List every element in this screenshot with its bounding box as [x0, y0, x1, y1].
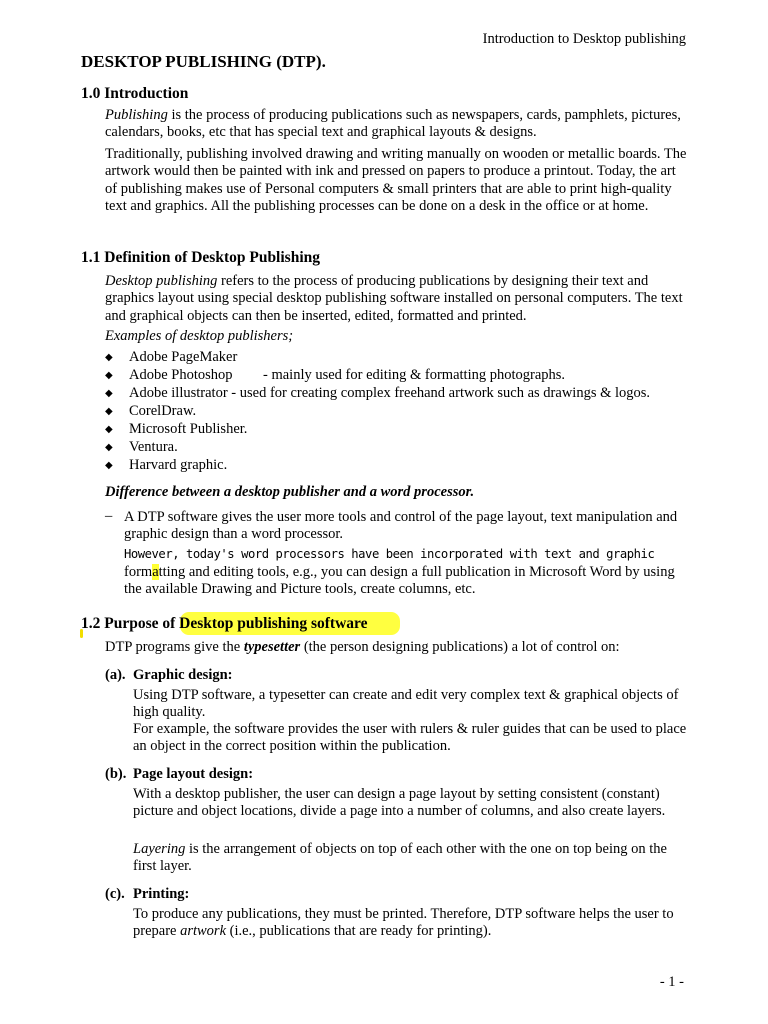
- intro-paragraph-1: [105, 107, 690, 142]
- list-item: [105, 366, 650, 384]
- examples-label-text: Examples of desktop publishers;: [105, 328, 294, 344]
- page-layout-text-2-rest: is the arrangement of objects on top of each other with the one on top being on the first layer.: [133, 841, 667, 875]
- purpose-intro-text: (the person designing publications) a lot of control on:: [300, 639, 620, 655]
- section-heading-prefix: 1.2 Purpose of: [81, 615, 180, 632]
- list-item: [105, 402, 650, 420]
- difference-heading: [105, 484, 474, 501]
- item-title-graphic-design: Graphic design:: [133, 667, 233, 683]
- list-item: [105, 384, 650, 402]
- text-highlight: a: [152, 564, 159, 580]
- graphic-design-text-1: Using DTP software, a typesetter can create and edit very complex text & graphical objects of high quality.: [133, 687, 679, 721]
- list-item: [105, 348, 650, 366]
- printing-text-part: (i.e., publications that are ready for printing).: [226, 923, 492, 940]
- page-layout-text-1: With a desktop publisher, the user can design a page layout by setting consistent (constant) picture and object locations, divide a page into a number of columns, and also create layers.: [133, 786, 666, 820]
- running-header: Introduction to Desktop publishing: [482, 31, 686, 47]
- printing-text-part: To produce any publications, they must be printed. Therefore, DTP software helps the user to prepare: [133, 906, 674, 940]
- section-heading-highlight: Desktop publishing software: [179, 615, 368, 632]
- list-item-text: Adobe illustrator - used for creating complex freehand artwork such as drawings & logos.: [129, 385, 651, 401]
- section-heading-purpose: [81, 615, 368, 633]
- difference-heading-text: Difference between a desktop publisher and a word processor.: [105, 484, 475, 500]
- item-title-page-layout: Page layout design:: [133, 766, 254, 782]
- list-item-text: Harvard graphic.: [129, 457, 228, 473]
- purpose-intro: [105, 639, 620, 656]
- difference-note-part: form: [124, 564, 153, 580]
- item-label-b: (b).: [105, 766, 127, 782]
- term-layering: Layering: [133, 841, 186, 857]
- diamond-bullet-icon: ◆: [105, 352, 113, 363]
- difference-note-mono: However, today's word processors have been incorporated with text and graphic: [124, 547, 655, 561]
- diamond-bullet-icon: ◆: [105, 370, 113, 381]
- definition-paragraph: [105, 273, 690, 325]
- diamond-bullet-icon: ◆: [105, 460, 113, 471]
- term-typesetter: typesetter: [243, 639, 301, 655]
- list-item-text: Adobe Photoshop: [129, 367, 233, 383]
- purpose-intro-text: DTP programs give the: [105, 639, 244, 655]
- diamond-bullet-icon: ◆: [105, 388, 113, 399]
- printing-text: [133, 906, 693, 941]
- item-label-a: (a).: [105, 667, 126, 683]
- intro-paragraph-1-text: is the process of producing publications such as newspapers, cards, pamphlets, pictures, calendars, books, etc that has special text and graphical layouts & designs.: [105, 107, 681, 141]
- diamond-bullet-icon: ◆: [105, 424, 113, 435]
- examples-list: [105, 348, 650, 474]
- section-heading-introduction: 1.0 Introduction: [81, 85, 189, 102]
- list-item: [105, 438, 650, 456]
- difference-point: A DTP software gives the user more tools and control of the page layout, text manipulation and graphic design than a word processor.: [124, 509, 678, 543]
- diamond-bullet-icon: ◆: [105, 406, 113, 417]
- page-number: - 1 -: [659, 974, 684, 990]
- difference-note-continued: [124, 564, 690, 599]
- list-item-text: Ventura.: [129, 439, 178, 455]
- list-item-note: - mainly used for editing & formatting photographs.: [263, 367, 566, 383]
- list-item: [105, 420, 650, 438]
- term-artwork: artwork: [180, 923, 227, 940]
- list-item-text: Adobe PageMaker: [129, 349, 238, 365]
- difference-note-part: tting and editing tools, e.g., you can design a full publication in Microsoft Word by using the available Drawing and Picture tools, create columns, etc.: [124, 564, 675, 598]
- diamond-bullet-icon: ◆: [105, 442, 113, 453]
- item-label-c: (c).: [105, 886, 125, 902]
- item-title-printing: Printing:: [133, 886, 190, 902]
- list-item-text: CorelDraw.: [129, 403, 197, 419]
- examples-label: [105, 328, 293, 345]
- term-publishing: Publishing: [105, 107, 168, 123]
- definition-paragraph-text: refers to the process of producing publications by designing their text and graphics layout using special desktop publishing software installed on personal computers. The text and graphical objects can then be inserted, edited, formatted and printed.: [105, 273, 683, 324]
- section-heading-definition: 1.1 Definition of Desktop Publishing: [81, 249, 321, 266]
- term-desktop-publishing: Desktop publishing: [105, 273, 218, 289]
- intro-paragraph-2: Traditionally, publishing involved drawing and writing manually on wooden or metallic boards. The artwork would then be painted with ink and pressed on papers to produce a printout. Today, the art of publishing makes use of Personal computers & small printers that are able to print high-quality text and graphics. All the publishing processes can be done on a desk in the office or at home.: [105, 146, 687, 215]
- list-item: [105, 456, 650, 474]
- graphic-design-text-2: For example, the software provides the user with rulers & ruler guides that can be used to place an object in the correct position within the publication.: [133, 721, 687, 755]
- dash-bullet-icon: –: [105, 508, 113, 524]
- list-item-text: Microsoft Publisher.: [129, 421, 248, 437]
- document-title: DESKTOP PUBLISHING (DTP).: [81, 52, 326, 71]
- page-layout-text-2: [133, 841, 693, 876]
